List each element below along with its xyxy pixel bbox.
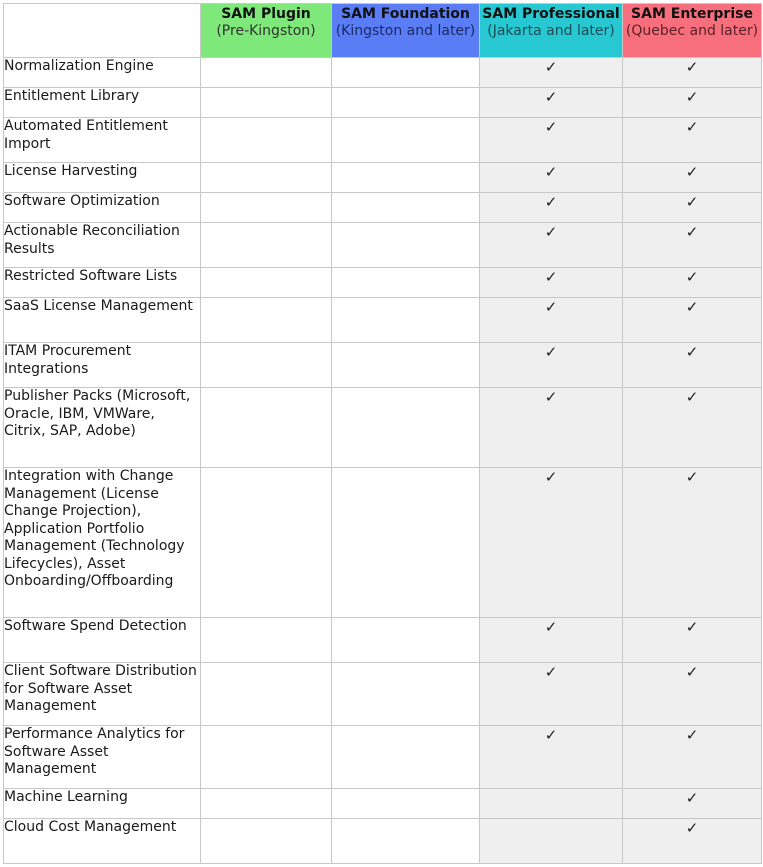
- availability-cell: [332, 88, 480, 118]
- availability-cell: [332, 468, 480, 618]
- column-title: SAM Enterprise: [631, 6, 753, 22]
- table-row: [4, 88, 762, 118]
- table-row: [4, 268, 762, 298]
- availability-cell: [480, 193, 623, 223]
- feature-name-cell: Automated Entitlement Import: [4, 118, 201, 163]
- availability-cell: [623, 223, 762, 268]
- availability-cell: [623, 163, 762, 193]
- availability-cell: [332, 726, 480, 789]
- checkmark-icon: ✓: [685, 118, 699, 136]
- availability-cell: [201, 193, 332, 223]
- table-body: [4, 58, 762, 864]
- column-title: SAM Professional: [482, 6, 620, 22]
- table-header: [4, 4, 762, 58]
- feature-name-cell: Integration with Change Management (License Change Projection), Application Portfolio Management (Technology Lifecycles), Asset Onboarding/Offboarding: [4, 468, 201, 618]
- table-row: [4, 789, 762, 819]
- availability-cell: [332, 163, 480, 193]
- availability-cell: [201, 223, 332, 268]
- availability-cell: [201, 663, 332, 726]
- availability-cell: [480, 726, 623, 789]
- checkmark-icon: ✓: [544, 388, 558, 406]
- availability-cell: [623, 88, 762, 118]
- availability-cell: [332, 268, 480, 298]
- availability-cell: [623, 618, 762, 663]
- table-row: [4, 388, 762, 468]
- feature-name-cell: Entitlement Library: [4, 88, 201, 118]
- feature-comparison-table: [3, 3, 762, 864]
- header-sam-foundation: [332, 4, 480, 58]
- table-row: [4, 223, 762, 268]
- checkmark-icon: ✓: [685, 88, 699, 106]
- availability-cell: [480, 118, 623, 163]
- availability-cell: [332, 118, 480, 163]
- availability-cell: [623, 789, 762, 819]
- table-row: [4, 193, 762, 223]
- column-subtitle: (Pre-Kingston): [216, 23, 316, 39]
- checkmark-icon: ✓: [685, 223, 699, 241]
- availability-cell: [201, 118, 332, 163]
- checkmark-icon: ✓: [685, 789, 699, 807]
- availability-cell: [201, 819, 332, 864]
- availability-cell: [332, 193, 480, 223]
- availability-cell: [201, 388, 332, 468]
- availability-cell: [480, 819, 623, 864]
- table-row: [4, 468, 762, 618]
- feature-name-cell: Software Spend Detection: [4, 618, 201, 663]
- availability-cell: [623, 388, 762, 468]
- availability-cell: [201, 343, 332, 388]
- availability-cell: [480, 663, 623, 726]
- availability-cell: [480, 298, 623, 343]
- availability-cell: [623, 58, 762, 88]
- column-subtitle: (Jakarta and later): [487, 23, 615, 39]
- availability-cell: [480, 468, 623, 618]
- availability-cell: [480, 163, 623, 193]
- checkmark-icon: ✓: [544, 118, 558, 136]
- availability-cell: [201, 618, 332, 663]
- availability-cell: [480, 618, 623, 663]
- column-subtitle: (Quebec and later): [625, 23, 759, 39]
- checkmark-icon: ✓: [685, 193, 699, 211]
- feature-name-cell: ITAM Procurement Integrations: [4, 343, 201, 388]
- column-title: SAM Foundation: [341, 6, 470, 22]
- checkmark-icon: ✓: [685, 388, 699, 406]
- availability-cell: [332, 663, 480, 726]
- feature-name-cell: Performance Analytics for Software Asset Management: [4, 726, 201, 789]
- checkmark-icon: ✓: [685, 58, 699, 76]
- header-sam-enterprise: [623, 4, 762, 58]
- feature-name-cell: Publisher Packs (Microsoft, Oracle, IBM, VMWare, Citrix, SAP, Adobe): [4, 388, 201, 468]
- feature-name-cell: Normalization Engine: [4, 58, 201, 88]
- availability-cell: [623, 819, 762, 864]
- checkmark-icon: ✓: [685, 268, 699, 286]
- feature-name-cell: Software Optimization: [4, 193, 201, 223]
- availability-cell: [623, 726, 762, 789]
- checkmark-icon: ✓: [544, 663, 558, 681]
- availability-cell: [332, 789, 480, 819]
- table-row: [4, 726, 762, 789]
- feature-name-cell: SaaS License Management: [4, 298, 201, 343]
- availability-cell: [201, 298, 332, 343]
- checkmark-icon: ✓: [544, 223, 558, 241]
- checkmark-icon: ✓: [685, 726, 699, 744]
- availability-cell: [332, 298, 480, 343]
- feature-name-cell: Client Software Distribution for Software Asset Management: [4, 663, 201, 726]
- checkmark-icon: ✓: [544, 298, 558, 316]
- checkmark-icon: ✓: [544, 468, 558, 486]
- availability-cell: [480, 789, 623, 819]
- checkmark-icon: ✓: [685, 819, 699, 837]
- checkmark-icon: ✓: [544, 88, 558, 106]
- table-row: [4, 343, 762, 388]
- availability-cell: [201, 726, 332, 789]
- availability-cell: [332, 819, 480, 864]
- checkmark-icon: ✓: [544, 618, 558, 636]
- checkmark-icon: ✓: [685, 618, 699, 636]
- checkmark-icon: ✓: [685, 663, 699, 681]
- availability-cell: [201, 268, 332, 298]
- availability-cell: [480, 223, 623, 268]
- availability-cell: [480, 388, 623, 468]
- checkmark-icon: ✓: [544, 726, 558, 744]
- checkmark-icon: ✓: [544, 193, 558, 211]
- availability-cell: [623, 298, 762, 343]
- availability-cell: [623, 268, 762, 298]
- checkmark-icon: ✓: [544, 58, 558, 76]
- availability-cell: [480, 58, 623, 88]
- availability-cell: [623, 663, 762, 726]
- availability-cell: [332, 223, 480, 268]
- availability-cell: [623, 468, 762, 618]
- feature-name-cell: Cloud Cost Management: [4, 819, 201, 864]
- availability-cell: [623, 118, 762, 163]
- availability-cell: [480, 88, 623, 118]
- table-row: [4, 163, 762, 193]
- table-row: [4, 663, 762, 726]
- availability-cell: [201, 163, 332, 193]
- checkmark-icon: ✓: [685, 163, 699, 181]
- header-sam-professional: [480, 4, 623, 58]
- feature-name-cell: Restricted Software Lists: [4, 268, 201, 298]
- feature-name-cell: Actionable Reconciliation Results: [4, 223, 201, 268]
- feature-name-cell: Machine Learning: [4, 789, 201, 819]
- availability-cell: [201, 789, 332, 819]
- checkmark-icon: ✓: [685, 468, 699, 486]
- table-row: [4, 118, 762, 163]
- availability-cell: [332, 618, 480, 663]
- column-subtitle: (Kingston and later): [335, 23, 476, 39]
- header-row: [4, 4, 762, 58]
- column-title: SAM Plugin: [221, 6, 311, 22]
- checkmark-icon: ✓: [544, 343, 558, 361]
- table-row: [4, 618, 762, 663]
- feature-name-cell: License Harvesting: [4, 163, 201, 193]
- checkmark-icon: ✓: [544, 268, 558, 286]
- table-row: [4, 58, 762, 88]
- checkmark-icon: ✓: [685, 343, 699, 361]
- header-corner-cell: [4, 4, 201, 58]
- availability-cell: [480, 268, 623, 298]
- table-row: [4, 298, 762, 343]
- checkmark-icon: ✓: [685, 298, 699, 316]
- availability-cell: [201, 88, 332, 118]
- availability-cell: [623, 193, 762, 223]
- availability-cell: [201, 58, 332, 88]
- checkmark-icon: ✓: [544, 163, 558, 181]
- header-sam-plugin: [201, 4, 332, 58]
- availability-cell: [201, 468, 332, 618]
- availability-cell: [332, 58, 480, 88]
- availability-cell: [332, 388, 480, 468]
- availability-cell: [623, 343, 762, 388]
- availability-cell: [480, 343, 623, 388]
- availability-cell: [332, 343, 480, 388]
- table-row: [4, 819, 762, 864]
